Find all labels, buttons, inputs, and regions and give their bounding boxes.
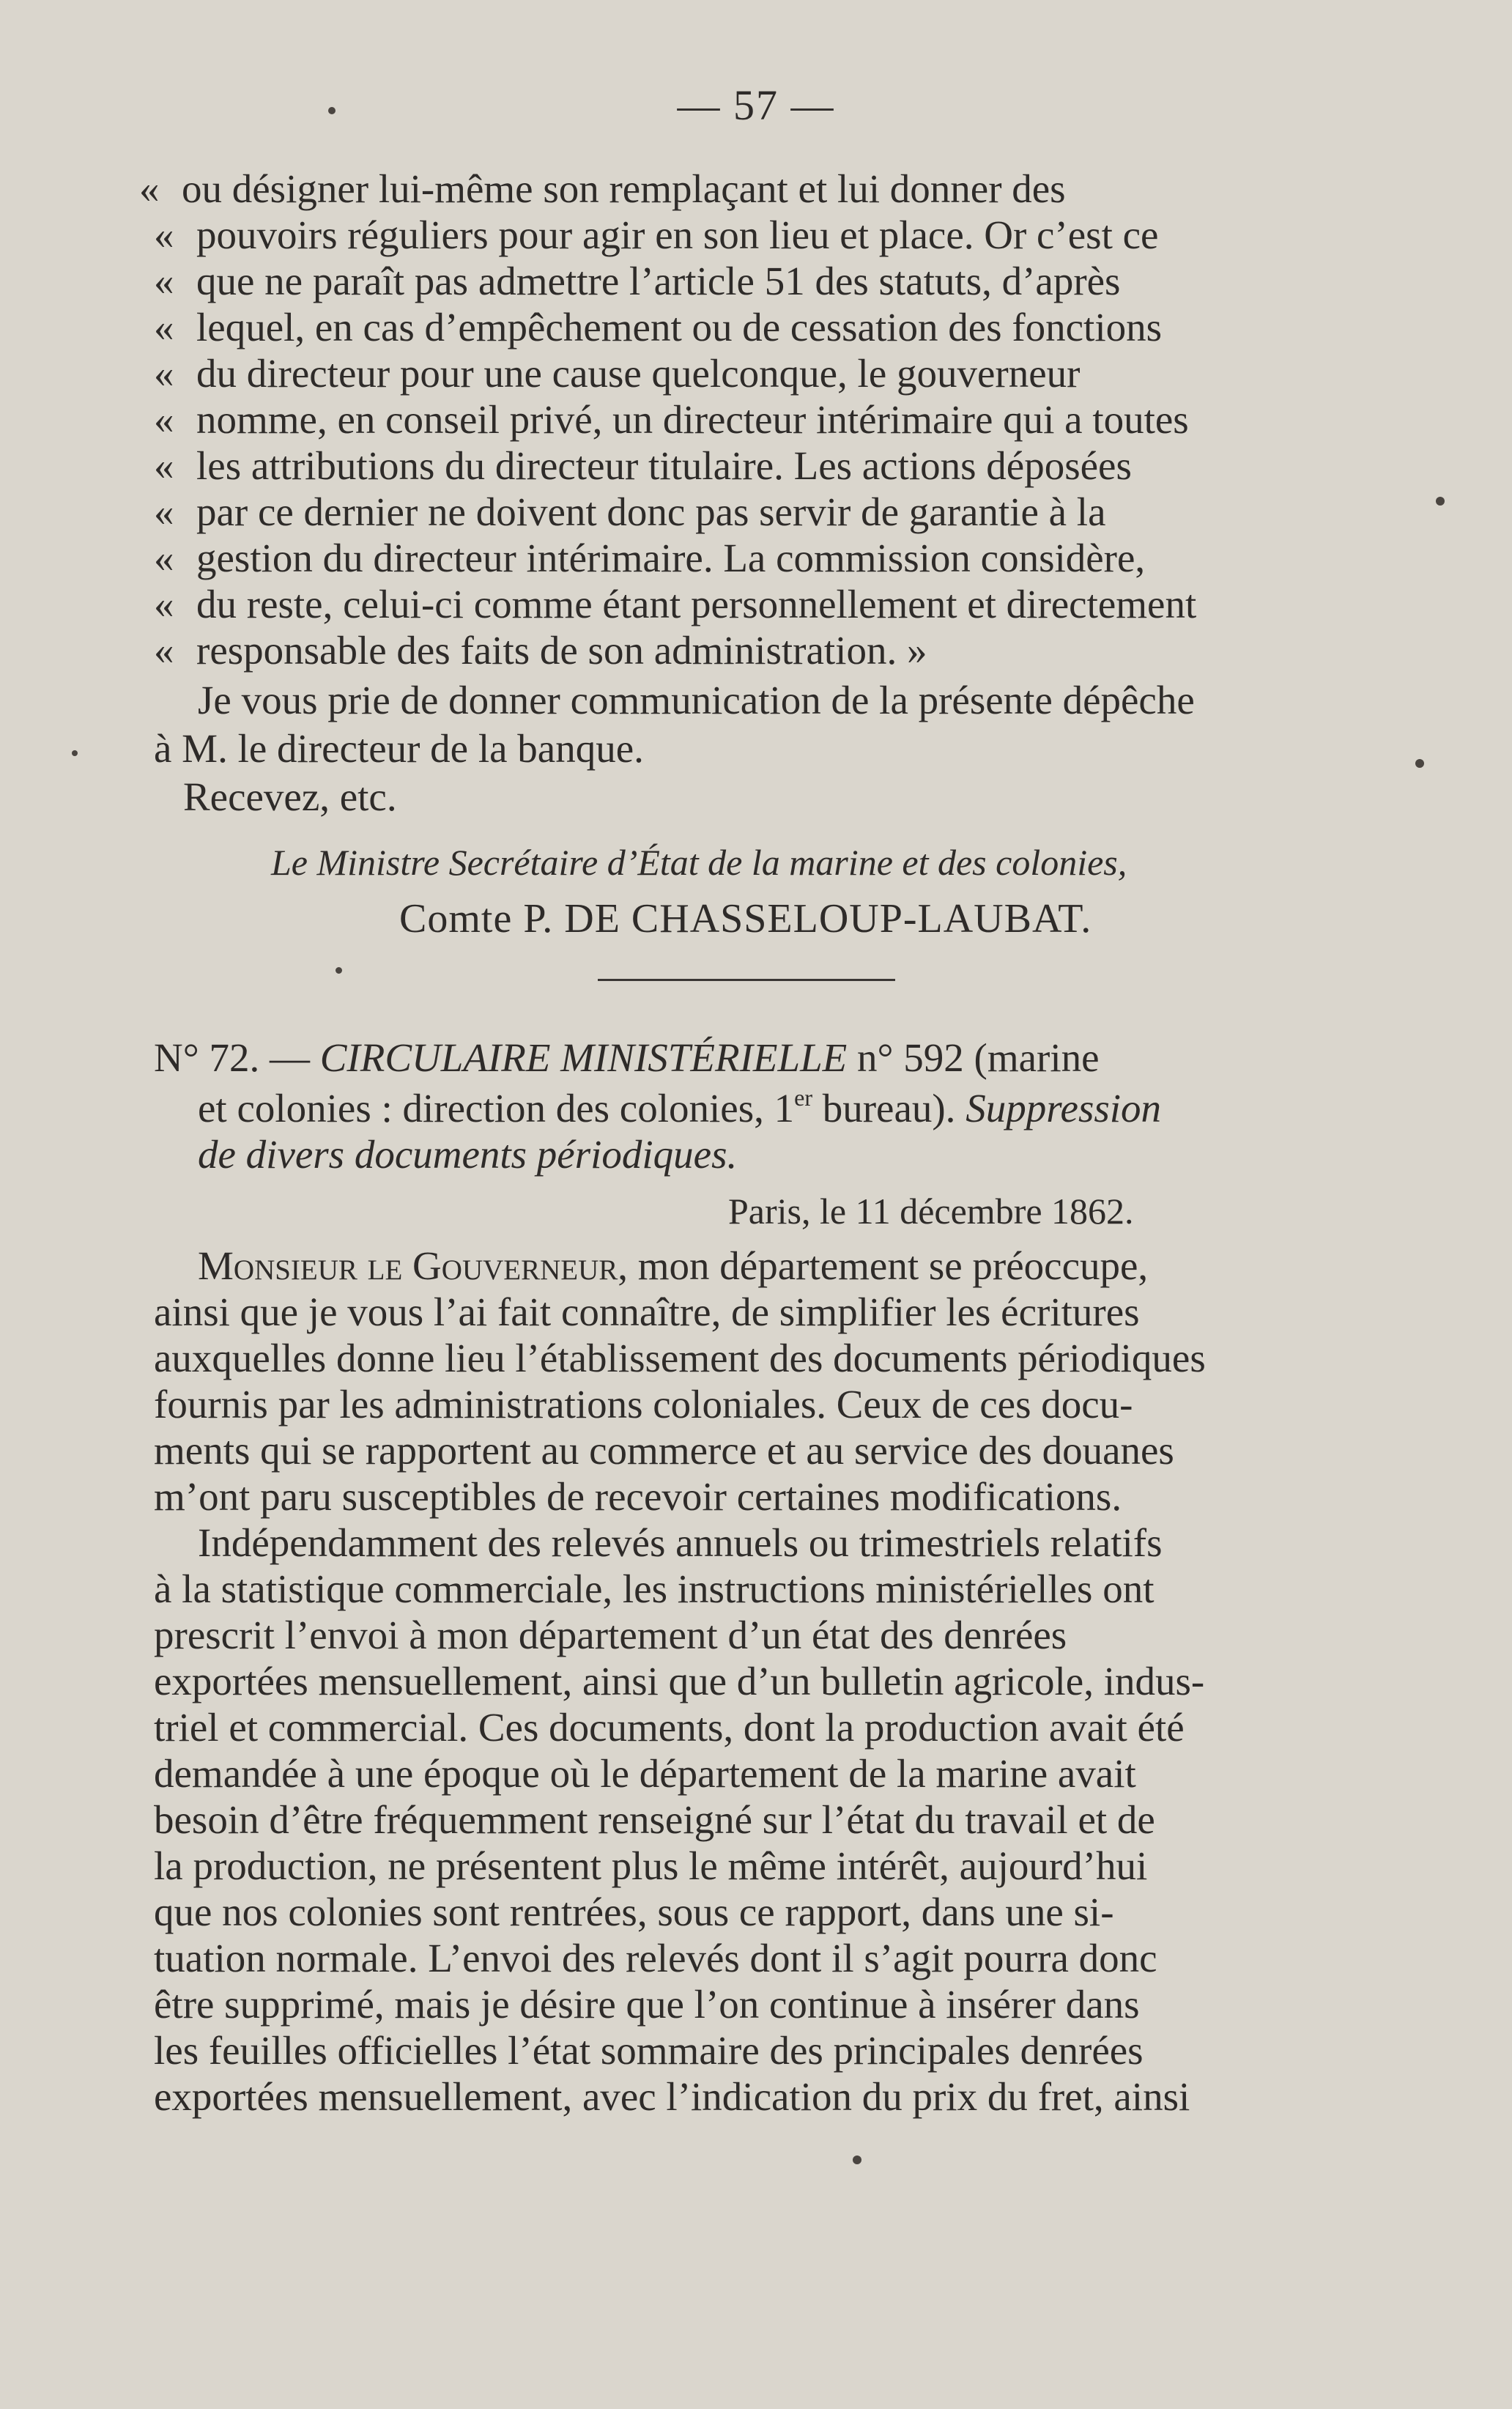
section-divider (598, 979, 895, 981)
body-line: exportées mensuellement, ainsi que d’un bulletin agricole, indus- (154, 1659, 1205, 1703)
body-line: m’ont paru susceptibles de recevoir certaines modifications. (154, 1474, 1122, 1519)
page-number: — 57 — (677, 81, 835, 129)
quoted-line: « gestion du directeur intérimaire. La commission considère, (154, 536, 1146, 580)
ink-speck (328, 107, 336, 114)
quoted-line: « que ne paraît pas admettre l’article 51 des statuts, d’après (154, 259, 1121, 303)
ink-speck (1436, 497, 1445, 506)
signature-name: Comte P. DE CHASSELOUP-LAUBAT. (399, 896, 1092, 941)
body-line: besoin d’être fréquemment renseigné sur l’état du travail et de (154, 1797, 1155, 1842)
body-line: que nos colonies sont rentrées, sous ce rapport, dans une si- (154, 1890, 1114, 1934)
quoted-line: « du reste, celui-ci comme étant personnellement et directement (154, 582, 1197, 626)
quoted-line: « nomme, en conseil privé, un directeur intérimaire qui a toutes (154, 397, 1189, 442)
ink-speck (72, 750, 78, 756)
quoted-line: « responsable des faits de son administration. » (154, 628, 927, 673)
body-line: les feuilles officielles l’état sommaire des principales denrées (154, 2028, 1144, 2073)
ink-speck (1415, 759, 1424, 768)
salutation: Monsieur le Gouverneur, (198, 1243, 629, 1288)
body-line: ainsi que je vous l’ai fait connaître, de simplifier les écritures (154, 1289, 1140, 1334)
circular-heading-line2: et colonies : direction des colonies, 1er bureau). Suppression (198, 1084, 1162, 1131)
body-line: la production, ne présentent plus le même intérêt, aujourd’hui (154, 1843, 1148, 1888)
signature-title: Le Ministre Secrétaire d’État de la marine et des colonies, (271, 842, 1127, 883)
body-line: demandée à une époque où le département de la marine avait (154, 1751, 1136, 1796)
ink-speck (853, 2155, 861, 2164)
body-line: ments qui se rapportent au commerce et au service des douanes (154, 1428, 1174, 1473)
request-line: à M. le directeur de la banque. (154, 726, 644, 771)
body-line: triel et commercial. Ces documents, dont la production avait été (154, 1705, 1185, 1750)
quoted-line: « lequel, en cas d’empêchement ou de cessation des fonctions (154, 305, 1163, 349)
body-line-first: Monsieur le Gouverneur, mon département se préoccupe, (198, 1243, 1149, 1288)
closing: Recevez, etc. (183, 774, 397, 819)
request-line: Je vous prie de donner communication de la présente dépêche (198, 678, 1195, 722)
quoted-line: « les attributions du directeur titulaire. Les actions déposées (154, 443, 1132, 488)
quoted-line: « ou désigner lui-même son remplaçant et lui donner des (139, 166, 1066, 211)
circular-subject: de divers documents périodiques. (198, 1132, 738, 1177)
date-line: Paris, le 11 décembre 1862. (728, 1191, 1134, 1232)
body-line: fournis par les administrations coloniales. Ceux de ces docu- (154, 1382, 1133, 1426)
body-line: exportées mensuellement, avec l’indication du prix du fret, ainsi (154, 2074, 1190, 2119)
body-line: à la statistique commerciale, les instructions ministérielles ont (154, 1566, 1155, 1611)
quoted-line: « du directeur pour une cause quelconque, le gouverneur (154, 351, 1081, 396)
circular-heading: N° 72. — CIRCULAIRE MINISTÉRIELLE n° 592 (marine (154, 1035, 1100, 1080)
body-line: tuation normale. L’envoi des relevés dont il s’agit pourra donc (154, 1936, 1157, 1980)
body-line: être supprimé, mais je désire que l’on continue à insérer dans (154, 1982, 1140, 2027)
body-line: Indépendamment des relevés annuels ou trimestriels relatifs (198, 1520, 1163, 1565)
body-line: auxquelles donne lieu l’établissement des documents périodiques (154, 1336, 1206, 1380)
body-line: prescrit l’envoi à mon département d’un état des denrées (154, 1613, 1067, 1657)
quoted-line: « pouvoirs réguliers pour agir en son lieu et place. Or c’est ce (154, 212, 1159, 257)
ink-speck (336, 967, 342, 974)
quoted-line: « par ce dernier ne doivent donc pas servir de garantie à la (154, 489, 1106, 534)
